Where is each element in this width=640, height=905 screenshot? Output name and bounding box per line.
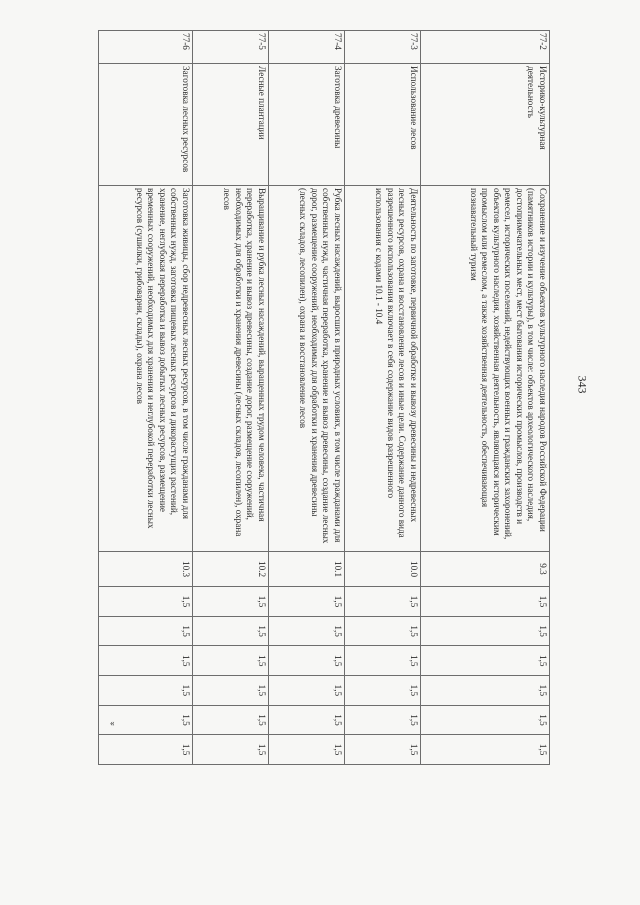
row-value: 1,5: [99, 735, 193, 765]
row-value: 1,5: [99, 616, 193, 646]
row-ref-code: 10.0: [344, 551, 420, 586]
row-value: 1,5: [268, 676, 344, 706]
row-value: 1,5: [99, 705, 193, 735]
row-description: Заготовка живицы, сбор недревесных лесных ресурсов, в том числе гражданами для собственных нужд, заготовка пищевых лесных ресурсов и дикорастущих растений, хранение, неглубокая переработка и вывоз добытых лесных ресурсов, размещение временных сооружений, необходимых для хранения и неглубокой переработки лесных ресурсов (сушилки, грибоварни, склады), охрана лесов: [99, 186, 193, 552]
row-value: 1,5: [99, 676, 193, 706]
row-code: 77-3: [344, 31, 420, 64]
row-value: 1,5: [420, 735, 549, 765]
row-value: 1,5: [344, 705, 420, 735]
row-value: 1,5: [192, 646, 268, 676]
row-value: 1,5: [192, 676, 268, 706]
row-value: 1,5: [99, 646, 193, 676]
row-value: 1,5: [344, 616, 420, 646]
row-code: 77-4: [268, 31, 344, 64]
row-value: 1,5: [420, 587, 549, 617]
row-description: Рубка лесных насаждений, выросших в природных условиях, в том числе гражданами для собственных нужд, частичная переработка, хранение и вывоз древесины, создание лесных дорог, размещение сооружений, необходимых для обработки и хранения древесины (лесных складов, лесопилен), охрана и восстановление лесов: [268, 186, 344, 552]
row-value: 1,5: [420, 616, 549, 646]
row-ref-code: 9.3: [420, 551, 549, 586]
page-number: 343: [575, 375, 590, 394]
table-row: [268, 31, 344, 765]
rotated-table-container: [98, 30, 550, 765]
row-value: 1,5: [344, 735, 420, 765]
row-ref-code: 10.1: [268, 551, 344, 586]
row-name: Историко-культурная деятельность: [420, 64, 549, 186]
row-ref-code: 10.2: [192, 551, 268, 586]
row-value: 1,5: [344, 646, 420, 676]
row-name: Заготовка древесины: [268, 64, 344, 186]
row-value: 1,5: [192, 735, 268, 765]
row-value: 1,5: [344, 676, 420, 706]
row-value: 1,5: [268, 705, 344, 735]
row-value: 1,5: [268, 587, 344, 617]
table-row: [344, 31, 420, 765]
row-ref-code: 10.3: [99, 551, 193, 586]
row-value: 1,5: [192, 587, 268, 617]
row-description: Выращивание и рубка лесных насаждений, выращенных трудом человека, частичная переработка, хранение и вывоз древесины, создание дорог, размещение сооружений, необходимых для обработки и хранения древесины (лесных складов, лесопилен), охрана лесов: [192, 186, 268, 552]
row-name: Использование лесов: [344, 64, 420, 186]
row-code: 77-6: [99, 31, 193, 64]
table-row: [192, 31, 268, 765]
row-value: 1,5: [192, 616, 268, 646]
row-value: 1,5: [268, 616, 344, 646]
row-description: Сохранение и изучение объектов культурного наследия народов Российской Федерации (памятников истории и культуры), в том числе: объектов археологического наследия, достопримечательных мест, мест бытования исторических промыслов, производств и ремесел, исторических поселений, недействующих военных и гражданских захоронений, объектов культурного наследия, хозяйственная деятельность, являющаяся историческим промыслом или ремеслом, а также хозяйственная деятельность, обеспечивающая познавательный туризм: [420, 186, 549, 552]
row-code: 77-2: [420, 31, 549, 64]
row-value: 1,5: [192, 705, 268, 735]
row-value: 1,5: [420, 646, 549, 676]
table-row: [420, 31, 549, 765]
row-name: Заготовка лесных ресурсов: [99, 64, 193, 186]
row-description: Деятельность по заготовке, первичной обработке и вывозу древесины и недревесных лесных ресурсов, охрана и восстановление лесов и иные цели. Содержание данного вида разрешенного использования включает в себя содержание видов разрешенного использования с кодами 10.1 - 10.4: [344, 186, 420, 552]
land-use-table: [98, 30, 550, 765]
corner-mark: «: [110, 718, 115, 728]
row-value: 1,5: [420, 705, 549, 735]
row-code: 77-5: [192, 31, 268, 64]
row-value: 1,5: [420, 676, 549, 706]
row-value: 1,5: [268, 735, 344, 765]
row-value: 1,5: [99, 587, 193, 617]
row-value: 1,5: [344, 587, 420, 617]
row-name: Лесные плантации: [192, 64, 268, 186]
table-row: [99, 31, 193, 765]
row-value: 1,5: [268, 646, 344, 676]
